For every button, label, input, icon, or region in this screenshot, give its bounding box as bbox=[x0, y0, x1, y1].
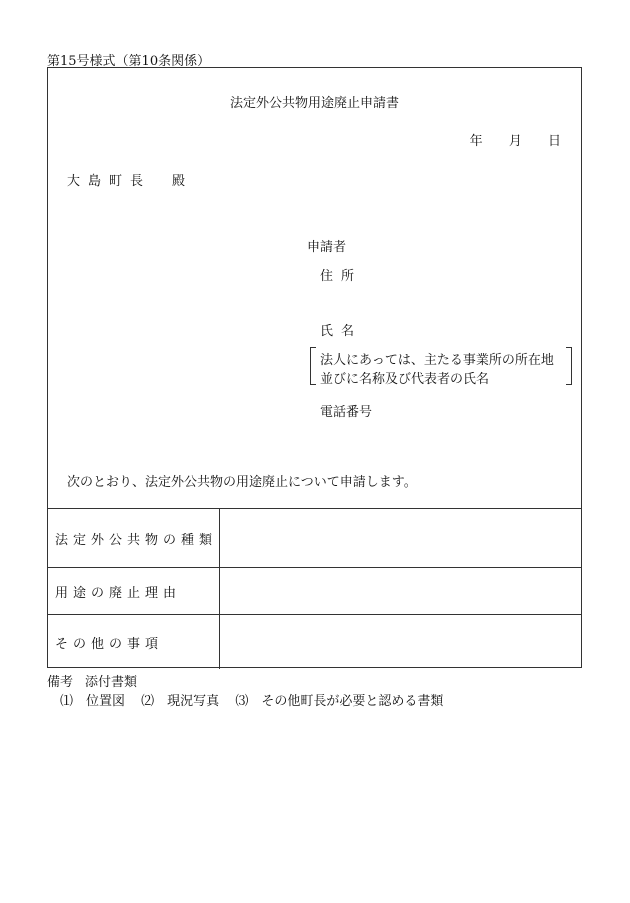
corporate-note-bracket bbox=[310, 347, 572, 385]
attachment-item: ⑶ その他町長が必要と認める書類 bbox=[235, 694, 444, 709]
name-label: 氏名 bbox=[320, 324, 363, 339]
table-row bbox=[48, 509, 581, 568]
attachments-heading: 添付書類 bbox=[85, 675, 138, 690]
addressee: 大島町長 殿 bbox=[67, 174, 194, 189]
phone-label: 電話番号 bbox=[320, 405, 373, 420]
form-number: 第15号様式（第10条関係） bbox=[47, 54, 211, 69]
application-statement: 次のとおり、法定外公共物の用途廃止について申請します。 bbox=[67, 475, 417, 490]
applicant-heading: 申請者 bbox=[307, 240, 347, 255]
corporate-note-line2: 並びに名称及び代表者の氏名 bbox=[320, 372, 490, 387]
date-month: 月 bbox=[508, 134, 522, 149]
application-form-frame bbox=[47, 67, 582, 668]
table-row bbox=[48, 568, 581, 615]
date-line bbox=[448, 130, 561, 149]
table-row bbox=[48, 615, 581, 670]
abolition-reason-field[interactable] bbox=[220, 568, 582, 615]
document-title: 法定外公共物用途廃止申請書 bbox=[229, 96, 399, 111]
attachments-list bbox=[60, 690, 455, 709]
other-matters-label: その他の事項 bbox=[48, 615, 220, 670]
date-year: 年 bbox=[469, 134, 483, 149]
remarks bbox=[47, 671, 137, 690]
public-property-type-field[interactable] bbox=[220, 509, 582, 568]
remarks-label: 備考 bbox=[47, 675, 74, 690]
attachment-item: ⑵ 現況写真 bbox=[141, 694, 220, 709]
attachment-item: ⑴ 位置図 bbox=[60, 694, 126, 709]
corporate-note-line1: 法人にあっては、主たる事業所の所在地 bbox=[320, 353, 554, 368]
date-day: 日 bbox=[547, 134, 561, 149]
address-label: 住所 bbox=[320, 269, 363, 284]
other-matters-field[interactable] bbox=[220, 615, 582, 670]
public-property-type-label: 法定外公共物の種類 bbox=[48, 509, 220, 568]
abolition-reason-label: 用途の廃止理由 bbox=[48, 568, 220, 615]
details-table bbox=[48, 508, 581, 669]
